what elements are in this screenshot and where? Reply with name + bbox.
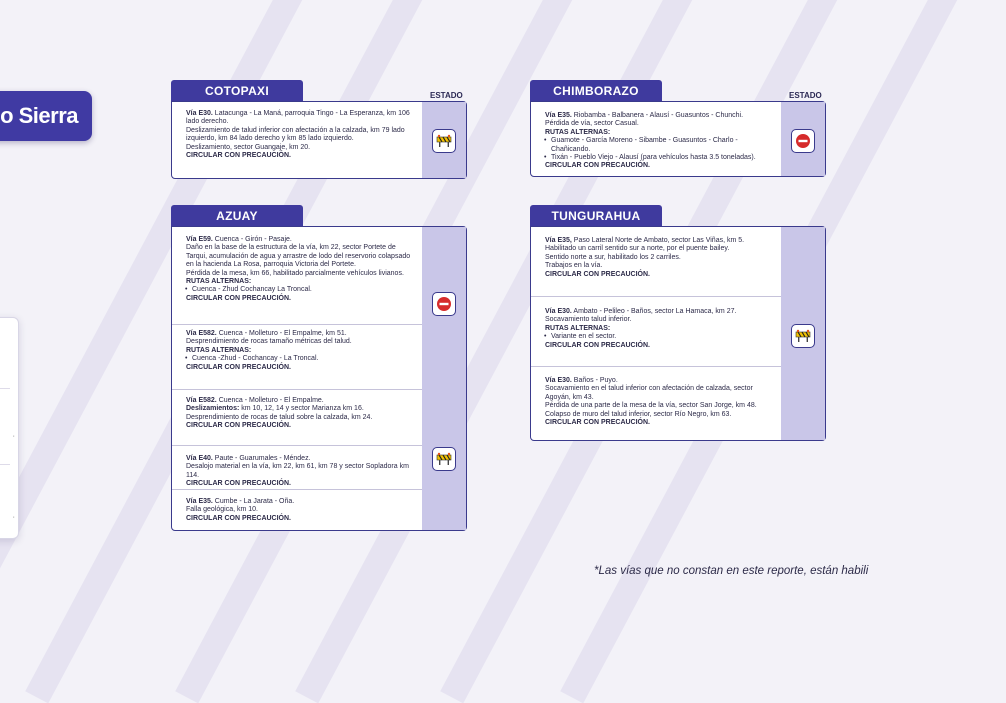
estado-label: ESTADO (430, 91, 463, 100)
route-entry (531, 108, 781, 171)
incident-text: Sentido norte a sur, habilitado los 2 carriles. (545, 253, 681, 261)
alternate-route: • Cuenca -Zhud - Cochancay - La Troncal. (186, 355, 414, 363)
road-code: Vía E59. (186, 236, 213, 243)
panel-mark: · (12, 433, 15, 440)
route-heading (545, 377, 773, 385)
road-code: Vía E582. (186, 330, 217, 337)
road-code: Vía E582. (186, 397, 217, 404)
province-tungurahua (530, 205, 826, 445)
alternate-routes-heading: RUTAS ALTERNAS: (186, 277, 252, 285)
no-entry-icon (791, 129, 815, 153)
incident-text: Pérdida de la mesa, km 66, habilitado parcialmente vehículos livianos. (186, 269, 404, 277)
incident-text (186, 405, 414, 413)
route-entry (172, 106, 422, 160)
caution-text: CIRCULAR CON PRECAUCIÓN. (186, 514, 291, 522)
alternate-route: • Cuenca - Zhud Cochancay La Troncal. (186, 286, 414, 294)
province-card (530, 226, 826, 441)
caution-text: CIRCULAR CON PRECAUCIÓN. (186, 294, 291, 302)
route-entry (172, 326, 422, 372)
region-tab (0, 91, 92, 141)
route-heading (186, 455, 414, 463)
province-chimborazo (530, 80, 826, 180)
route-text: Cuenca - Girón - Pasaje. (212, 236, 292, 243)
caution-text: CIRCULAR CON PRECAUCIÓN. (545, 162, 650, 170)
divider (172, 389, 422, 390)
road-code: Vía E30. (186, 110, 213, 117)
road-code: Vía E35. (186, 498, 213, 505)
route-entry (531, 233, 781, 279)
route-text: Cumbe - La Jarata - Oña. (212, 498, 295, 505)
alternate-routes-heading: RUTAS ALTERNAS: (545, 324, 611, 332)
no-entry-icon (432, 292, 456, 316)
road-code: Vía E35, (545, 237, 572, 244)
province-title: CHIMBORAZO (530, 80, 662, 101)
route-heading (186, 236, 414, 244)
incident-text: Falla geológica, km 10. (186, 506, 258, 514)
route-entry (172, 451, 422, 489)
route-text: Latacunga - La Maná, parroquia Tingo - La Esperanza, km 106 lado derecho. (186, 110, 410, 126)
alternate-route: • Guamote - García Moreno - Sibambe - Guasuntos - Charlo - Chañicando. (545, 137, 773, 154)
province-card (530, 101, 826, 177)
road-code: Vía E30. (545, 308, 572, 315)
incident-text: Deslizamiento de talud inferior con afectación a la calzada, km 79 lado izquierdo, km 84 lado derecho y km 85 lado izquierdo. (186, 126, 405, 143)
incident-text: Daño en la base de la estructura de la vía, km 22, sector Portete de Tarqui, acumulación de agua y arrastre de lodo del reservorio colapsado en la hacienda La Rosa, parroquia Victoria del Portete. (186, 244, 411, 269)
incident-text: Pérdida de vía, sector Casual. (545, 120, 639, 128)
incident-text: Socavamiento en el talud inferior con afectación de calzada, sector Agoyán, km 43. (545, 385, 753, 401)
route-heading (545, 308, 773, 316)
route-text: Cuenca - Molleturo - El Empalme, km 51. (216, 330, 347, 337)
route-entry (172, 393, 422, 431)
alternate-routes-heading: RUTAS ALTERNAS: (186, 346, 252, 354)
route-heading (545, 237, 773, 245)
incident-text: Desprendimiento de rocas tamaño métricas del talud. (186, 338, 352, 346)
route-entry (531, 373, 781, 427)
incident-text: Desprendimiento de rocas de talud sobre la calzada, km 24. (186, 413, 373, 421)
road-code: Vía E35. (545, 112, 572, 119)
status-column (422, 227, 466, 530)
incident-text: Socavamiento talud inferior. (545, 316, 632, 324)
road-code: Vía E40. (186, 455, 213, 462)
province-title: TUNGURAHUA (530, 205, 662, 226)
region-tab-label: o Sierra (0, 103, 78, 128)
route-heading (545, 112, 773, 120)
incident-text: Deslizamiento, sector Guangaje, km 20. (186, 143, 311, 151)
roadwork-barrier-icon (791, 324, 815, 348)
route-entry (531, 304, 781, 350)
province-cotopaxi (171, 80, 467, 180)
route-text: Ambato - Pelileo - Baños, sector La Hamaca, km 27. (571, 308, 737, 315)
province-azuay (171, 205, 467, 533)
province-card (171, 101, 467, 179)
incident-detail: km 10, 12, 14 y sector Marianza km 16. (239, 405, 364, 413)
caution-text: CIRCULAR CON PRECAUCIÓN. (545, 270, 650, 278)
side-panel (0, 317, 19, 539)
caution-text: CIRCULAR CON PRECAUCIÓN. (186, 422, 291, 430)
route-entry (172, 232, 422, 303)
province-card (171, 226, 467, 531)
route-text: Baños - Puyo. (571, 377, 618, 384)
divider (172, 445, 422, 446)
divider (172, 324, 422, 325)
route-text: Paso Lateral Norte de Ambato, sector Las Viñas, km 5. (571, 237, 745, 244)
province-title: COTOPAXI (171, 80, 303, 101)
route-text: Paute - Guarumales - Méndez. (212, 455, 311, 462)
divider (531, 366, 781, 367)
alternate-routes-heading: RUTAS ALTERNAS: (545, 128, 611, 136)
alternate-route: • Tixán - Pueblo Viejo - Alausí (para vehículos hasta 3.5 toneladas). (545, 154, 773, 162)
road-code: Vía E30. (545, 377, 572, 384)
route-text: Cuenca - Molleturo - El Empalme. (216, 397, 324, 404)
incident-text: Pérdida de una parte de la mesa de la vía, sector San Jorge, km 48. (545, 402, 757, 410)
divider (0, 388, 10, 389)
province-title: AZUAY (171, 205, 303, 226)
route-heading (186, 110, 414, 127)
incident-text: Trabajos en la vía. (545, 262, 603, 270)
route-heading (186, 498, 414, 506)
caution-text: CIRCULAR CON PRECAUCIÓN. (186, 151, 291, 159)
caution-text: CIRCULAR CON PRECAUCIÓN. (545, 341, 650, 349)
caution-text: CIRCULAR CON PRECAUCIÓN. (545, 418, 650, 426)
route-heading (186, 397, 414, 405)
caution-text: CIRCULAR CON PRECAUCIÓN. (186, 480, 291, 488)
incident-text: Colapso de muro del talud inferior, sector Río Negro, km 63. (545, 410, 732, 418)
bold-lead: Deslizamientos: (186, 405, 240, 413)
divider (0, 464, 10, 465)
roadwork-barrier-icon (432, 447, 456, 471)
alternate-route: • Variante en el sector. (545, 333, 773, 341)
incident-text: Desalojo material en la vía, km 22, km 61, km 78 y sector Sopladora km 114. (186, 463, 409, 479)
estado-label: ESTADO (789, 91, 822, 100)
panel-mark: · (12, 514, 15, 521)
divider (531, 296, 781, 297)
route-entry (172, 494, 422, 523)
incident-text: Habilitado un carril sentido sur a norte, por el puente bailey. (545, 245, 730, 253)
divider (172, 489, 422, 490)
caution-text: CIRCULAR CON PRECAUCIÓN. (186, 363, 291, 371)
route-heading (186, 330, 414, 338)
roadwork-barrier-icon (432, 129, 456, 153)
footer-note: *Las vías que no constan en este reporte, están habili (594, 565, 869, 577)
route-text: Riobamba - Balbanera - Alausí - Guasuntos - Chunchi. (571, 112, 744, 119)
